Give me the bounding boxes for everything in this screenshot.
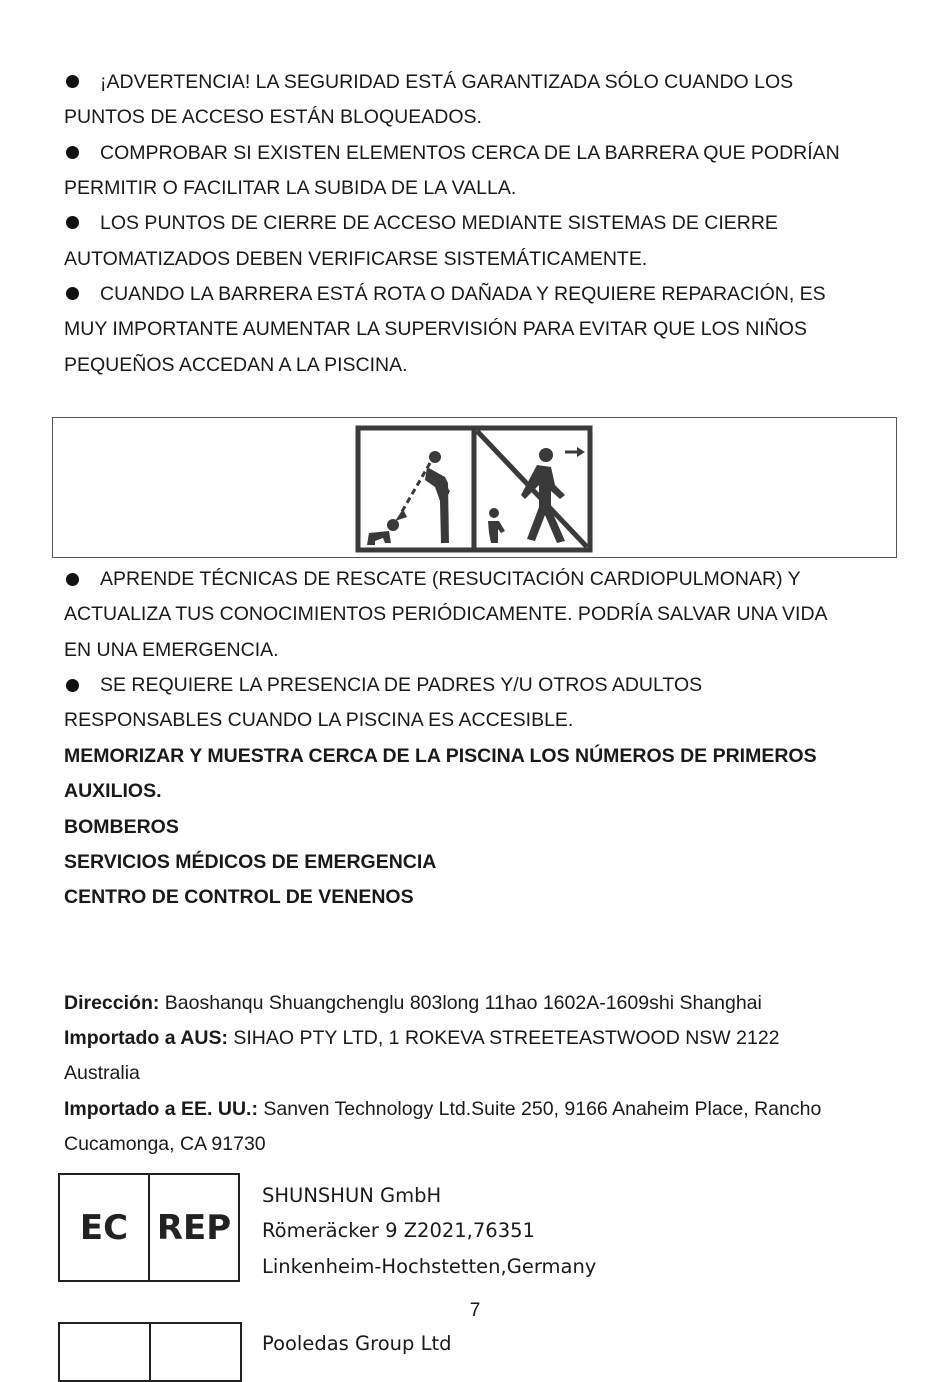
rescue-1-line-1: APRENDE TÉCNICAS DE RESCATE (RESUCITACIÓN CARDIOPULMONAR) Y	[100, 568, 801, 590]
aus-value: SIHAO PTY LTD, 1 ROKEVA STREETEASTWOOD NSW 2122	[227, 1027, 780, 1049]
warning-4-line-3: PEQUEÑOS ACCEDAN A LA PISCINA.	[64, 354, 408, 376]
second-rep-symbol	[58, 1322, 242, 1382]
bullet-icon	[66, 287, 79, 300]
second-rep-line-1: Pooledas Group Ltd	[262, 1332, 452, 1355]
ec-rep-line-2: Römeräcker 9 Z2021,76351	[262, 1219, 535, 1242]
aus-label: Importado a AUS:	[64, 1027, 228, 1049]
address-aus	[64, 1026, 780, 1050]
emergency-item-medical: SERVICIOS MÉDICOS DE EMERGENCIA	[64, 851, 437, 873]
rescue-2-line-1: SE REQUIERE LA PRESENCIA DE PADRES Y/U OTROS ADULTOS	[100, 674, 703, 696]
warning-1-line-1: ¡ADVERTENCIA! LA SEGURIDAD ESTÁ GARANTIZADA SÓLO CUANDO LOS	[100, 71, 794, 93]
ec-rep-symbol	[58, 1173, 240, 1282]
warning-3-line-1: LOS PUNTOS DE CIERRE DE ACCESO MEDIANTE SISTEMAS DE CIERRE	[100, 212, 778, 234]
address-us-line-2: Cucamonga, CA 91730	[64, 1133, 266, 1155]
rescue-1-line-3: EN UNA EMERGENCIA.	[64, 639, 279, 661]
warning-2-line-2: PERMITIR O FACILITAR LA SUBIDA DE LA VALLA.	[64, 177, 517, 199]
warning-1-line-2: PUNTOS DE ACCESO ESTÁN BLOQUEADOS.	[64, 106, 482, 128]
us-label: Importado a EE. UU.:	[64, 1098, 258, 1120]
second-rep-left	[60, 1324, 149, 1380]
us-value: Sanven Technology Ltd.Suite 250, 9166 Anaheim Place, Rancho	[257, 1098, 822, 1120]
address-aus-line-2: Australia	[64, 1062, 140, 1084]
ec-rep-left: EC	[79, 1207, 129, 1248]
rescue-1-line-2: ACTUALIZA TUS CONOCIMIENTOS PERIÓDICAMENTE. PODRÍA SALVAR UNA VIDA	[64, 603, 828, 625]
rescue-2-line-2: RESPONSABLES CUANDO LA PISCINA ES ACCESIBLE.	[64, 709, 574, 731]
ec-rep-line-3: Linkenheim-Hochstetten,Germany	[262, 1255, 597, 1278]
ec-rep-line-1: SHUNSHUN GmbH	[262, 1184, 442, 1207]
page-number: 7	[469, 1300, 481, 1321]
warning-4-line-1: CUANDO LA BARRERA ESTÁ ROTA O DAÑADA Y REQUIERE REPARACIÓN, ES	[100, 283, 826, 305]
bullet-icon	[66, 146, 79, 159]
direccion-value: Baoshanqu Shuangchenglu 803long 11hao 1602A-1609shi Shanghai	[159, 992, 762, 1014]
bullet-icon	[66, 679, 79, 692]
ec-rep-right: REP	[148, 1175, 238, 1280]
emergency-heading-line-1: MEMORIZAR Y MUESTRA CERCA DE LA PISCINA LOS NÚMEROS DE PRIMEROS	[64, 745, 817, 767]
emergency-item-bomberos: BOMBEROS	[64, 816, 179, 838]
warning-2-line-1: COMPROBAR SI EXISTEN ELEMENTOS CERCA DE LA BARRERA QUE PODRÍAN	[100, 142, 840, 164]
emergency-item-poison: CENTRO DE CONTROL DE VENENOS	[64, 886, 414, 908]
address-us	[64, 1097, 821, 1121]
bullet-icon	[66, 75, 79, 88]
warning-3-line-2: AUTOMATIZADOS DEBEN VERIFICARSE SISTEMÁTICAMENTE.	[64, 248, 648, 270]
emergency-heading-line-2: AUXILIOS.	[64, 780, 162, 802]
warning-4-line-2: MUY IMPORTANTE AUMENTAR LA SUPERVISIÓN PARA EVITAR QUE LOS NIÑOS	[64, 318, 807, 340]
direccion-label: Dirección:	[64, 992, 160, 1014]
address-direccion	[64, 991, 762, 1015]
supervise-child-pictogram-icon	[355, 425, 593, 553]
bullet-icon	[66, 573, 79, 586]
second-rep-right	[149, 1324, 240, 1380]
bullet-icon	[66, 216, 79, 229]
